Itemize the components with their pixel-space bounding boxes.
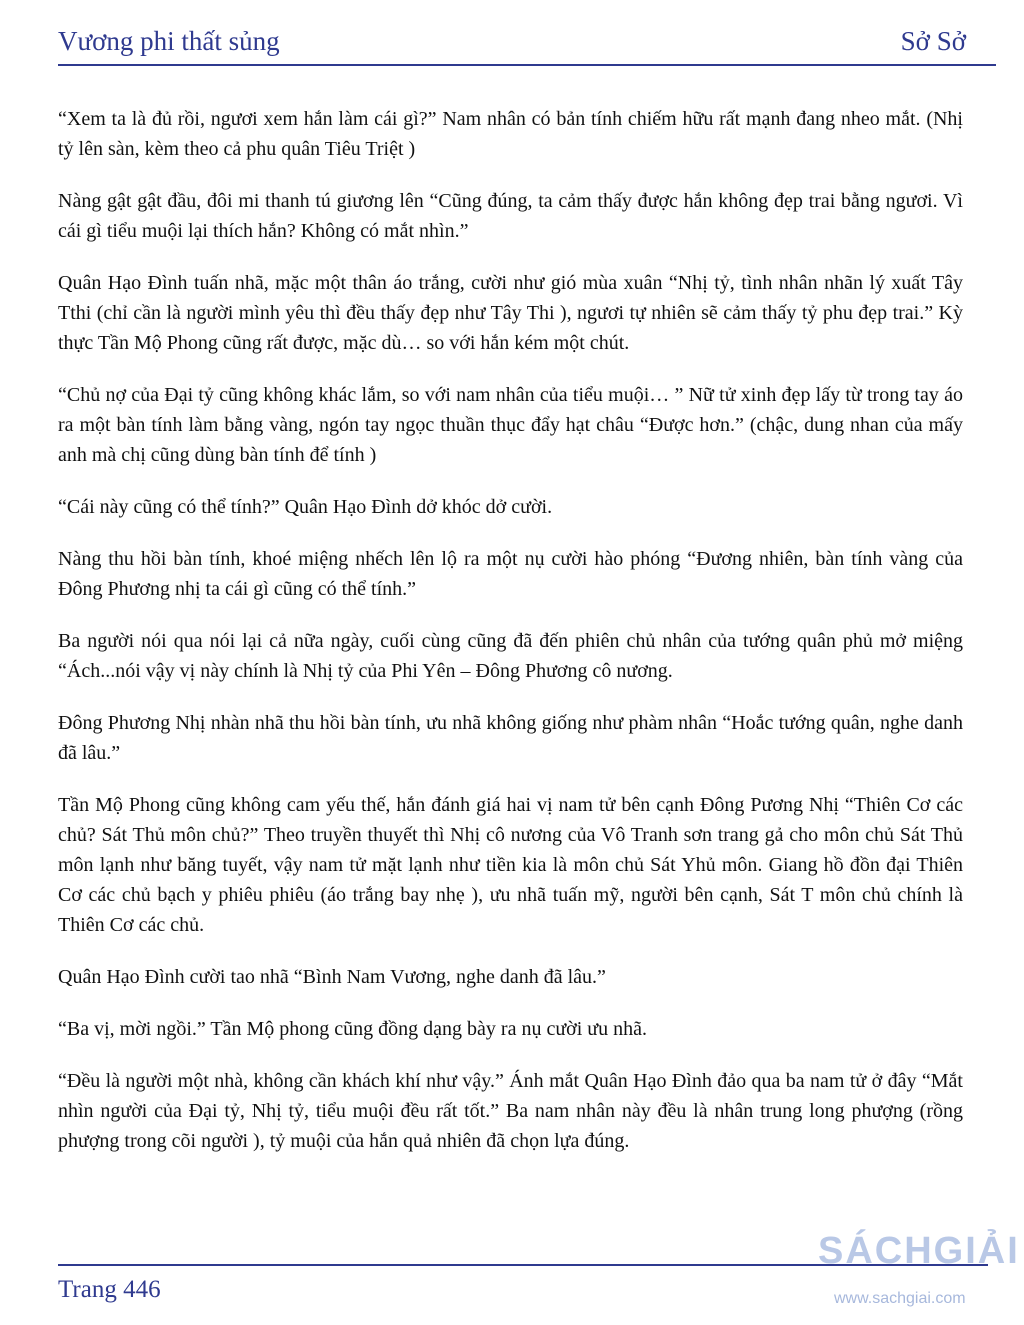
- page-number: Trang 446: [58, 1276, 161, 1303]
- paragraph: Đông Phương Nhị nhàn nhã thu hồi bàn tính, ưu nhã không giống như phàm nhân “Hoắc tướng quân, nghe danh đã lâu.”: [58, 712, 963, 764]
- paragraph: “Cái này cũng có thể tính?” Quân Hạo Đình dở khóc dở cười.: [58, 496, 553, 518]
- paragraph: “Chủ nợ của Đại tỷ cũng không khác lắm, so với nam nhân của tiểu muội… ” Nữ tử xinh đẹp lấy từ trong tay áo ra một bàn tính làm bằng vàng, ngón tay ngọc thuần thục đẩy hạt châu “Được hơn.” (chậc, dung nhan của mấy anh mà chị cũng dùng bàn tính để tính ): [58, 384, 963, 466]
- header-divider: [58, 64, 996, 66]
- watermark-logo: SÁCHGIẢI: [818, 1230, 1020, 1272]
- paragraph: “Ba vị, mời ngồi.” Tần Mộ phong cũng đồng dạng bày ra nụ cười ưu nhã.: [58, 1018, 648, 1040]
- paragraph: Nàng gật gật đầu, đôi mi thanh tú giương lên “Cũng đúng, ta cảm thấy được hắn không đẹp trai bằng ngươi. Vì cái gì tiểu muội lại thích hắn? Không có mắt nhìn.”: [58, 190, 963, 242]
- paragraph: Quân Hạo Đình cười tao nhã “Bình Nam Vương, nghe danh đã lâu.”: [58, 966, 606, 988]
- paragraph: “Đều là người một nhà, không cần khách khí như vậy.” Ánh mắt Quân Hạo Đình đảo qua ba nam tử ở đây “Mắt nhìn người của Đại tỷ, Nhị tỷ, tiểu muội đều rất tốt.” Ba nam nhân này đều là nhân trung long phượng (rồng phượng trong cõi người ), tỷ muội của hắn quả nhiên đã chọn lựa đúng.: [58, 1070, 963, 1152]
- page-header: [58, 20, 966, 66]
- page-body: [58, 104, 963, 1178]
- site-watermark: [818, 1230, 1024, 1325]
- paragraph: Quân Hạo Đình tuấn nhã, mặc một thân áo trắng, cười như gió mùa xuân “Nhị tỷ, tình nhân nhãn lý xuất Tây Tthi (chỉ cần là người mình yêu thì đều thấy đẹp như Tây Thi ), ngươi tự nhiên sẽ cảm thấy tỷ phu đẹp trai.” Kỳ thực Tần Mộ Phong cũng rất được, mặc dù… so với hắn kém một chút.: [58, 272, 963, 354]
- paragraph: “Xem ta là đủ rồi, ngươi xem hắn làm cái gì?” Nam nhân có bản tính chiếm hữu rất mạnh đang nheo mắt. (Nhị tỷ lên sàn, kèm theo cả phu quân Tiêu Triệt ): [58, 108, 963, 160]
- watermark-url: www.sachgiai.com: [834, 1290, 966, 1307]
- paragraph: Tần Mộ Phong cũng không cam yếu thế, hắn đánh giá hai vị nam tử bên cạnh Đông Pương Nhị “Thiên Cơ các chủ? Sát Thủ môn chủ?” Theo truyền thuyết thì Nhị cô nương của Vô Tranh sơn trang gả cho môn chủ Sát Thủ môn lạnh như băng tuyết, vậy nam tử mặt lạnh như tiền kia là môn chủ Sát Yhủ môn. Giang hồ đồn đại Thiên Cơ các chủ bạch y phiêu phiêu (áo trắng bay nhẹ ), ưu nhã tuấn mỹ, người bên cạnh, Sát T môn chủ chính là Thiên Cơ các chủ.: [58, 794, 963, 936]
- author-name: Sở Sở: [900, 26, 966, 56]
- book-title: Vương phi thất sủng: [58, 26, 280, 56]
- paragraph: Nàng thu hồi bàn tính, khoé miệng nhếch lên lộ ra một nụ cười hào phóng “Đương nhiên, bàn tính vàng của Đông Phương nhị ta cái gì cũng có thể tính.”: [58, 548, 963, 600]
- paragraph: Ba người nói qua nói lại cả nữa ngày, cuối cùng cũng đã đến phiên chủ nhân của tướng quân phủ mở miệng “Ách...nói vậy vị này chính là Nhị tỷ của Phi Yên – Đông Phương cô nương.: [58, 630, 963, 682]
